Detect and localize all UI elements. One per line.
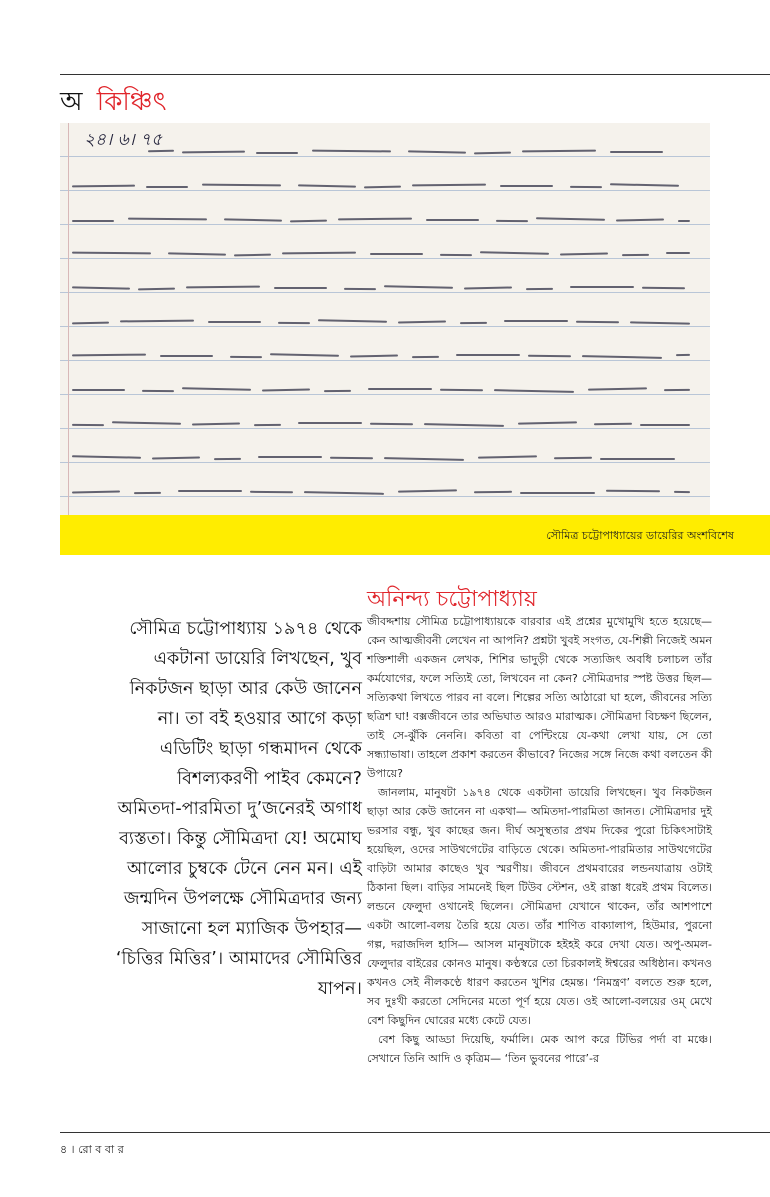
handwriting-stroke — [312, 150, 391, 153]
handwriting-stroke — [178, 490, 242, 492]
handwriting-stroke — [440, 254, 472, 256]
handwriting-stroke — [72, 490, 120, 493]
handwriting-stroke — [186, 286, 260, 289]
handwriting-stroke — [610, 183, 679, 186]
handwriting-stroke — [368, 388, 432, 390]
section-header — [60, 86, 166, 118]
handwriting-stroke — [606, 490, 660, 493]
handwriting-stroke — [250, 491, 293, 493]
handwriting-stroke — [522, 150, 596, 153]
handwriting-stroke — [224, 218, 282, 221]
handwriting-stroke — [384, 285, 453, 288]
handwriting-stroke — [408, 150, 466, 153]
handwriting-stroke — [464, 286, 512, 289]
author-byline: অনিন্দ্য চট্টোপাধ্যায় — [367, 587, 537, 612]
handwriting-stroke — [72, 185, 135, 188]
handwriting-stroke — [664, 389, 690, 391]
handwriting-stroke — [256, 152, 298, 154]
handwriting-stroke — [610, 151, 663, 153]
handwriting-stroke — [330, 457, 373, 459]
handwriting-stroke — [474, 491, 512, 493]
handwriting-stroke — [554, 457, 592, 459]
handwriting-stroke — [214, 458, 241, 460]
handwriting-stroke — [666, 252, 690, 254]
handwriting-stroke — [536, 217, 605, 220]
handwriting-stroke — [182, 151, 245, 154]
handwriting-stroke — [304, 491, 384, 495]
handwriting-stroke — [72, 354, 146, 357]
handwriting-stroke — [72, 455, 141, 458]
handwriting-stroke — [412, 356, 439, 358]
handwriting-stroke — [616, 218, 664, 221]
handwriting-stroke — [72, 220, 114, 222]
handwriting-stroke — [148, 150, 174, 153]
handwriting-stroke — [254, 424, 281, 426]
handwriting-stroke — [678, 220, 690, 222]
handwriting-stroke — [290, 220, 327, 223]
handwriting-stroke — [72, 286, 130, 289]
handwriting-stroke — [528, 355, 571, 357]
handwriting-stroke — [474, 152, 511, 155]
caption-band — [60, 515, 770, 555]
handwriting-stroke — [398, 320, 446, 323]
handwriting-stroke — [642, 287, 685, 289]
handwriting-stroke — [112, 421, 181, 424]
handwriting-stroke — [128, 218, 207, 221]
handwriting-stroke — [594, 423, 632, 425]
page-folio: ৪ । রো ব বা র — [60, 1143, 124, 1156]
handwriting-stroke — [208, 321, 261, 323]
handwriting-stroke — [456, 354, 520, 356]
handwriting-stroke — [344, 288, 376, 290]
handwriting-stroke — [630, 321, 690, 324]
handwriting-stroke — [440, 389, 483, 391]
handwriting-stroke — [182, 387, 251, 390]
handwriting-stroke — [526, 288, 553, 290]
handwriting-stroke — [262, 388, 310, 391]
handwriting-stroke — [234, 254, 271, 257]
section-title: কিঞ্চিৎ — [96, 87, 167, 117]
image-caption: সৌমিত্র চট্টোপাধ্যায়ের ডায়েরির অংশবিশেষ — [546, 529, 734, 542]
handwriting-stroke — [146, 186, 188, 188]
handwriting-stroke — [160, 355, 213, 357]
section-prefix: অ — [60, 87, 83, 117]
article-paragraph: জীবদ্দশায় সৌমিত্র চট্টোপাধ্যায়কে বারবার এই প্রশ্নের মুখোমুখি হতে হয়েছে— কেন আত্মজীবনী লেখেন না আপনি? প্রশ্নটা খুবই সংগত, যে-শিল্পী নিজেই অমন শক্তিশালী একজন লেখক, শিশির ভাদুড়ী থেকে সত্যজিৎ অবধি চলাচল তাঁর কর্মযোগের, ফলে সত্যিই তো, লিখবেন না কেন? সৌমিত্রদার স্পষ্ট উত্তর ছিল— সত্যিকথা লিখতে পারব না বলে। শিল্পের সত্যি আঠারো ঘা হলে, জীবনের সত্যি ছত্রিশ ঘা! বক্সজীবনে তার অভিঘাত আরও মারাত্মক। সৌমিত্রদা বিচক্ষণ ছিলেন, তাই সে-ঝুঁকি নেননি। কবিতা বা পেন্টিংয়ে যে-কথা লেখা যায়, সে তো সন্ধ্যাভাষা। তাহলে প্রকাশ করতেন কীভাবে? নিজের সঙ্গে নিজে কথা বলতেন কী উপায়ে? — [367, 615, 712, 780]
handwriting-stroke — [426, 219, 479, 221]
pull-quote: সৌমিত্র চট্টোপাধ্যায় ১৯৭৪ থেকে একটানা ডায়েরি লিখছেন, খুব নিকটজন ছাড়া আর কেউ জানেন না। তা বই হওয়ার আগে কড়া এডিটিং ছাড়া গন্ধমাদন থেকে বিশল্যকরণী পাইব কেমনে? অমিতদা-পারমিতা দু’জনেরই অগাধ ব্যস্ততা। কিন্তু সৌমিত্রদা যে! অমোঘ আলোর চুম্বকে টেনে নেন মন। এই জন্মদিন উপলক্ষে সৌমিত্রদার জন্য সাজানো হল ম্যাজিক উপহার— ‘চিত্তির মিত্তির’। আমাদের সৌমিত্তির যাপন। — [115, 619, 362, 999]
handwriting-stroke — [72, 322, 109, 325]
handwriting-stroke — [274, 287, 327, 289]
handwriting-stroke — [338, 218, 412, 221]
handwriting-stroke — [494, 389, 574, 393]
handwriting-stroke — [72, 424, 104, 426]
handwriting-stroke — [398, 489, 457, 492]
handwriting-stroke — [496, 220, 528, 222]
handwriting-stroke — [270, 353, 339, 356]
handwriting-stroke — [138, 288, 175, 291]
handwriting-stroke — [622, 254, 649, 256]
handwriting-stroke — [582, 355, 662, 359]
handwriting-stroke — [168, 252, 226, 255]
handwriting-stroke — [278, 322, 310, 324]
handwriting-stroke — [588, 387, 647, 390]
handwriting-stroke — [258, 456, 322, 458]
handwriting-stroke — [364, 186, 401, 189]
handwriting-stroke — [424, 423, 504, 427]
handwriting-stroke — [370, 253, 423, 255]
handwriting-stroke — [570, 186, 602, 188]
top-rule — [60, 74, 770, 75]
bottom-rule — [60, 1132, 770, 1133]
diary-page-image — [60, 123, 710, 515]
handwriting-stroke — [576, 321, 619, 323]
handwriting-stroke — [298, 184, 356, 187]
handwriting-stroke — [384, 457, 464, 461]
handwriting-stroke — [192, 422, 240, 425]
handwriting-stroke — [72, 389, 125, 391]
diary-date: ২৪। ৬। ৭৫ — [84, 130, 163, 150]
handwriting-stroke — [478, 455, 537, 458]
handwriting-stroke — [504, 320, 568, 322]
article-body — [367, 612, 712, 1068]
handwriting-stroke — [370, 423, 413, 425]
handwriting-stroke — [676, 354, 690, 356]
handwriting-stroke — [674, 491, 690, 493]
handwriting-stroke — [570, 286, 634, 288]
handwriting-stroke — [72, 252, 151, 255]
diary-margin-line — [68, 123, 69, 515]
handwriting-stroke — [230, 356, 262, 358]
handwriting-stroke — [520, 492, 595, 494]
handwriting-stroke — [600, 458, 675, 460]
handwriting-stroke — [560, 252, 608, 255]
handwriting-stroke — [298, 422, 362, 424]
handwriting-stroke — [518, 421, 577, 424]
handwriting-stroke — [640, 424, 690, 426]
handwriting-stroke — [324, 390, 351, 392]
handwriting-stroke — [152, 456, 200, 459]
handwriting-stroke — [500, 185, 553, 187]
handwriting-stroke — [480, 251, 549, 254]
handwriting-stroke — [120, 320, 194, 323]
handwriting-stroke — [350, 354, 398, 357]
handwriting-stroke — [412, 184, 486, 187]
handwriting-stroke — [282, 252, 356, 255]
article-paragraph: বেশ কিছু আড্ডা দিয়েছি, ফর্মালি। মেক আপ করে টিভির পর্দা বা মঞ্চে। সেখানে তিনি আদি ও কৃত্রিম— ‘তিন ভুবনের পারে’-র — [367, 1033, 712, 1065]
handwriting-stroke — [460, 322, 487, 324]
handwriting-stroke — [134, 492, 161, 494]
article-paragraph: জানলাম, মানুষটা ১৯৭৪ থেকে একটানা ডায়েরি লিখছেন। খুব নিকটজন ছাড়া আর কেউ জানেন না একথা— অমিতদা-পারমিতা জানত। সৌমিত্রদার দুই ভরসার বন্ধু, খুব কাছের জন। দীর্ঘ অসুস্থতার প্রথম দিকের পুরো চিকিৎসাটাই হয়েছিল, ওদের সাউথগেটের বাড়িতে থেকে। অমিতদা-পারমিতার সাউথগেটের বাড়িটা আমার কাছেও খুব স্মরণীয়। জীবনে প্রথমবারের লন্ডনযাত্রায় ওটাই ঠিকানা ছিল। বাড়ির সামনেই ছিল টিউব স্টেশন, ওই রাস্তা ধরেই প্রথম বিলেত। লন্ডনে ফেলুদা ওখানেই ছিলেন। সৌমিত্রদা যেখানে থাকেন, তাঁর আশপাশে একটা আলো-বলয় তৈরি হয়ে যেত। তাঁর শাণিত বাক্যালাপ, হিউমার, পুরনো গল্প, দরাজদিল হাসি— আসল মানুষটাকে হইহই করে দেখা যেত। অপু-অমল-ফেলুদার বাইরের কোনও মানুষ। কণ্ঠস্বরে তো চিরকালই ঈশ্বরের অধিষ্ঠান। কখনও কখনও সেই নীলকণ্ঠে ধারণ করতেন খুশির হেমন্ত। ‘নিমন্ত্রণ’ বলতে শুরু হলে, সব দুঃখী করতো সেদিনের মতো পূর্ণ হয়ে যেত। ওই আলো-বলয়ের ওম্ মেখে বেশ কিছুদিন ঘোরের মধ্যে কেটে যেত। — [367, 786, 712, 1027]
handwriting-stroke — [142, 390, 174, 392]
handwriting-stroke — [318, 319, 387, 322]
handwriting-stroke — [202, 184, 281, 187]
